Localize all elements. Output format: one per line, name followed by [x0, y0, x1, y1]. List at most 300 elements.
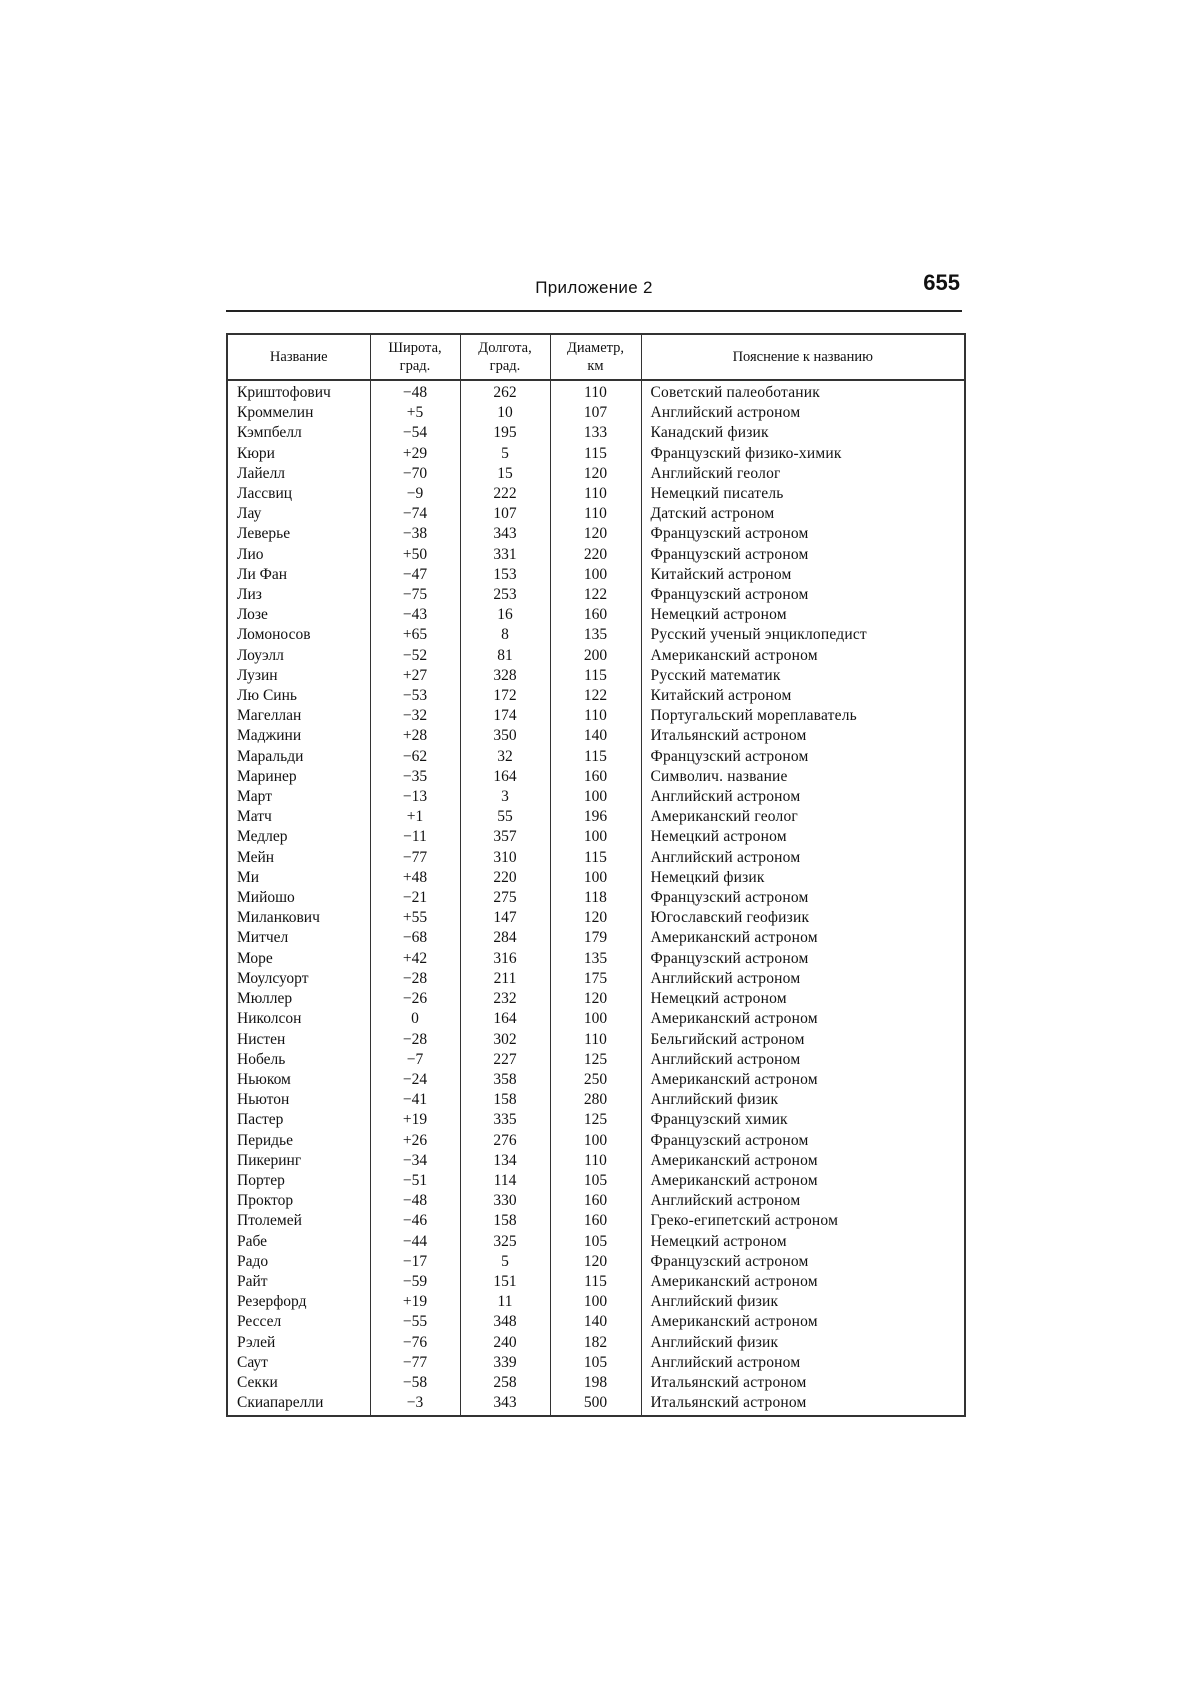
latitude-cell: −32 [370, 706, 460, 726]
column-header-unit: град. [399, 358, 431, 374]
table-row [227, 949, 965, 969]
crater-table-container [226, 333, 964, 1417]
latitude-cell: 0 [370, 1009, 460, 1029]
longitude-cell: 284 [460, 928, 550, 948]
longitude-cell: 220 [460, 868, 550, 888]
longitude-cell: 11 [460, 1292, 550, 1312]
diameter-cell: 160 [550, 1211, 641, 1231]
crater-name-cell: Ньюком [227, 1070, 370, 1090]
table-row [227, 787, 965, 807]
longitude-cell: 174 [460, 706, 550, 726]
description-cell: Американский астроном [641, 928, 965, 948]
table-row [227, 585, 965, 605]
table-row [227, 1050, 965, 1070]
crater-name-cell: Райт [227, 1272, 370, 1292]
longitude-cell: 343 [460, 524, 550, 544]
latitude-cell: −74 [370, 504, 460, 524]
latitude-cell: +48 [370, 868, 460, 888]
crater-name-cell: Магеллан [227, 706, 370, 726]
latitude-cell: +65 [370, 625, 460, 645]
diameter-cell: 115 [550, 848, 641, 868]
table-row [227, 1211, 965, 1231]
latitude-cell: −35 [370, 767, 460, 787]
table-row [227, 565, 965, 585]
table-row [227, 747, 965, 767]
diameter-cell: 125 [550, 1110, 641, 1130]
diameter-cell: 196 [550, 807, 641, 827]
latitude-cell: −58 [370, 1373, 460, 1393]
crater-name-cell: Перидье [227, 1131, 370, 1151]
diameter-cell: 110 [550, 380, 641, 403]
table-row [227, 1232, 965, 1252]
column-header-label: Диаметр, [566, 340, 625, 356]
table-row [227, 1171, 965, 1191]
latitude-cell: +19 [370, 1292, 460, 1312]
crater-name-cell: Лю Синь [227, 686, 370, 706]
crater-name-cell: Моулсуорт [227, 969, 370, 989]
table-row [227, 380, 965, 403]
diameter-cell: 115 [550, 1272, 641, 1292]
crater-name-cell: Мюллер [227, 989, 370, 1009]
table-row [227, 464, 965, 484]
longitude-cell: 328 [460, 666, 550, 686]
longitude-cell: 164 [460, 767, 550, 787]
longitude-cell: 276 [460, 1131, 550, 1151]
latitude-cell: −59 [370, 1272, 460, 1292]
crater-name-cell: Радо [227, 1252, 370, 1272]
diameter-cell: 115 [550, 444, 641, 464]
diameter-cell: 200 [550, 646, 641, 666]
diameter-cell: 250 [550, 1070, 641, 1090]
longitude-cell: 147 [460, 908, 550, 928]
crater-name-cell: Резерфорд [227, 1292, 370, 1312]
description-cell: Русский математик [641, 666, 965, 686]
page-header-title: Приложение 2 [535, 278, 653, 297]
description-cell: Немецкий астроном [641, 989, 965, 1009]
crater-name-cell: Леверье [227, 524, 370, 544]
description-cell: Английский физик [641, 1292, 965, 1312]
latitude-cell: −51 [370, 1171, 460, 1191]
description-cell: Английский астроном [641, 848, 965, 868]
table-body [227, 380, 965, 1416]
diameter-cell: 100 [550, 1131, 641, 1151]
table-row [227, 1272, 965, 1292]
latitude-cell: −68 [370, 928, 460, 948]
diameter-cell: 160 [550, 605, 641, 625]
longitude-cell: 10 [460, 403, 550, 423]
diameter-cell: 110 [550, 1151, 641, 1171]
description-cell: Американский астроном [641, 1009, 965, 1029]
latitude-cell: +50 [370, 545, 460, 565]
crater-name-cell: Лиз [227, 585, 370, 605]
latitude-cell: −48 [370, 380, 460, 403]
table-row [227, 726, 965, 746]
diameter-cell: 179 [550, 928, 641, 948]
longitude-cell: 227 [460, 1050, 550, 1070]
table-row [227, 423, 965, 443]
table-row [227, 848, 965, 868]
table-row [227, 1252, 965, 1272]
diameter-cell: 115 [550, 666, 641, 686]
crater-name-cell: Маджини [227, 726, 370, 746]
latitude-cell: −52 [370, 646, 460, 666]
table-row [227, 625, 965, 645]
diameter-cell: 110 [550, 484, 641, 504]
description-cell: Английский астроном [641, 1050, 965, 1070]
longitude-cell: 81 [460, 646, 550, 666]
diameter-cell: 100 [550, 565, 641, 585]
crater-name-cell: Кэмпбелл [227, 423, 370, 443]
longitude-cell: 15 [460, 464, 550, 484]
longitude-cell: 339 [460, 1353, 550, 1373]
longitude-cell: 316 [460, 949, 550, 969]
crater-table [226, 333, 966, 1417]
diameter-cell: 105 [550, 1232, 641, 1252]
column-header-label: Пояснение к названию [732, 349, 873, 365]
description-cell: Французский астроном [641, 585, 965, 605]
description-cell: Английский астроном [641, 969, 965, 989]
description-cell: Датский астроном [641, 504, 965, 524]
crater-name-cell: Март [227, 787, 370, 807]
table-row [227, 908, 965, 928]
table-row [227, 1070, 965, 1090]
longitude-cell: 253 [460, 585, 550, 605]
latitude-cell: +19 [370, 1110, 460, 1130]
diameter-cell: 160 [550, 1191, 641, 1211]
table-row [227, 1353, 965, 1373]
column-header-description [641, 334, 965, 380]
diameter-cell: 100 [550, 1292, 641, 1312]
longitude-cell: 258 [460, 1373, 550, 1393]
description-cell: Французский астроном [641, 1252, 965, 1272]
description-cell: Греко-египетский астроном [641, 1211, 965, 1231]
diameter-cell: 100 [550, 868, 641, 888]
crater-name-cell: Ли Фан [227, 565, 370, 585]
diameter-cell: 140 [550, 1312, 641, 1332]
crater-name-cell: Скиапарелли [227, 1393, 370, 1416]
latitude-cell: +42 [370, 949, 460, 969]
description-cell: Американский астроном [641, 1272, 965, 1292]
table-row [227, 504, 965, 524]
description-cell: Португальский мореплаватель [641, 706, 965, 726]
diameter-cell: 122 [550, 585, 641, 605]
column-header-name [227, 334, 370, 380]
latitude-cell: +28 [370, 726, 460, 746]
longitude-cell: 5 [460, 1252, 550, 1272]
description-cell: Символич. название [641, 767, 965, 787]
crater-name-cell: Матч [227, 807, 370, 827]
latitude-cell: −47 [370, 565, 460, 585]
description-cell: Французский астроном [641, 888, 965, 908]
crater-name-cell: Нобель [227, 1050, 370, 1070]
latitude-cell: −28 [370, 969, 460, 989]
description-cell: Французский астроном [641, 747, 965, 767]
longitude-cell: 172 [460, 686, 550, 706]
longitude-cell: 330 [460, 1191, 550, 1211]
diameter-cell: 120 [550, 908, 641, 928]
description-cell: Бельгийский астроном [641, 1030, 965, 1050]
table-row [227, 989, 965, 1009]
table-row [227, 1009, 965, 1029]
table-header [227, 334, 965, 380]
latitude-cell: −9 [370, 484, 460, 504]
latitude-cell: +1 [370, 807, 460, 827]
description-cell: Французский астроном [641, 1131, 965, 1151]
table-row [227, 1151, 965, 1171]
description-cell: Английский геолог [641, 464, 965, 484]
diameter-cell: 105 [550, 1171, 641, 1191]
table-row [227, 1030, 965, 1050]
crater-name-cell: Ньютон [227, 1090, 370, 1110]
diameter-cell: 120 [550, 1252, 641, 1272]
diameter-cell: 118 [550, 888, 641, 908]
longitude-cell: 158 [460, 1211, 550, 1231]
longitude-cell: 325 [460, 1232, 550, 1252]
diameter-cell: 175 [550, 969, 641, 989]
table-row [227, 1110, 965, 1130]
crater-name-cell: Лозе [227, 605, 370, 625]
column-header-label: Название [269, 349, 328, 365]
table-row [227, 928, 965, 948]
crater-name-cell: Мийошо [227, 888, 370, 908]
diameter-cell: 280 [550, 1090, 641, 1110]
diameter-cell: 120 [550, 464, 641, 484]
crater-name-cell: Лоуэлл [227, 646, 370, 666]
diameter-cell: 100 [550, 827, 641, 847]
latitude-cell: −21 [370, 888, 460, 908]
column-header-latitude [370, 334, 460, 380]
latitude-cell: −26 [370, 989, 460, 1009]
diameter-cell: 198 [550, 1373, 641, 1393]
latitude-cell: −53 [370, 686, 460, 706]
description-cell: Американский астроном [641, 1070, 965, 1090]
table-row [227, 1373, 965, 1393]
crater-name-cell: Маринер [227, 767, 370, 787]
diameter-cell: 160 [550, 767, 641, 787]
description-cell: Американский астроном [641, 1312, 965, 1332]
diameter-cell: 115 [550, 747, 641, 767]
latitude-cell: −75 [370, 585, 460, 605]
description-cell: Немецкий астроном [641, 1232, 965, 1252]
table-row [227, 1333, 965, 1353]
longitude-cell: 153 [460, 565, 550, 585]
longitude-cell: 262 [460, 380, 550, 403]
latitude-cell: −43 [370, 605, 460, 625]
longitude-cell: 134 [460, 1151, 550, 1171]
diameter-cell: 110 [550, 706, 641, 726]
table-header-row [227, 334, 965, 380]
latitude-cell: +5 [370, 403, 460, 423]
table-row [227, 1090, 965, 1110]
crater-name-cell: Медлер [227, 827, 370, 847]
latitude-cell: −3 [370, 1393, 460, 1416]
description-cell: Советский палеоботаник [641, 380, 965, 403]
description-cell: Итальянский астроном [641, 1393, 965, 1416]
crater-name-cell: Ломоносов [227, 625, 370, 645]
crater-name-cell: Ми [227, 868, 370, 888]
crater-name-cell: Рессел [227, 1312, 370, 1332]
crater-name-cell: Кроммелин [227, 403, 370, 423]
table-row [227, 403, 965, 423]
description-cell: Югославский геофизик [641, 908, 965, 928]
latitude-cell: −77 [370, 848, 460, 868]
latitude-cell: −54 [370, 423, 460, 443]
latitude-cell: −76 [370, 1333, 460, 1353]
diameter-cell: 110 [550, 504, 641, 524]
crater-name-cell: Лайелл [227, 464, 370, 484]
crater-name-cell: Миланкович [227, 908, 370, 928]
longitude-cell: 3 [460, 787, 550, 807]
description-cell: Русский ученый энциклопедист [641, 625, 965, 645]
table-row [227, 706, 965, 726]
longitude-cell: 275 [460, 888, 550, 908]
crater-name-cell: Пастер [227, 1110, 370, 1130]
description-cell: Немецкий астроном [641, 827, 965, 847]
longitude-cell: 357 [460, 827, 550, 847]
description-cell: Английский астроном [641, 1353, 965, 1373]
longitude-cell: 164 [460, 1009, 550, 1029]
latitude-cell: +55 [370, 908, 460, 928]
description-cell: Английский астроном [641, 1191, 965, 1211]
longitude-cell: 32 [460, 747, 550, 767]
diameter-cell: 135 [550, 949, 641, 969]
longitude-cell: 55 [460, 807, 550, 827]
latitude-cell: +27 [370, 666, 460, 686]
description-cell: Китайский астроном [641, 565, 965, 585]
description-cell: Английский физик [641, 1090, 965, 1110]
longitude-cell: 107 [460, 504, 550, 524]
description-cell: Французский астроном [641, 545, 965, 565]
table-row [227, 1131, 965, 1151]
description-cell: Американский астроном [641, 1151, 965, 1171]
latitude-cell: −7 [370, 1050, 460, 1070]
column-header-label: Широта, [388, 340, 442, 356]
latitude-cell: −24 [370, 1070, 460, 1090]
crater-name-cell: Рабе [227, 1232, 370, 1252]
column-header-unit: град. [489, 358, 521, 374]
table-row [227, 969, 965, 989]
longitude-cell: 240 [460, 1333, 550, 1353]
diameter-cell: 100 [550, 1009, 641, 1029]
crater-name-cell: Лио [227, 545, 370, 565]
table-row [227, 1191, 965, 1211]
longitude-cell: 232 [460, 989, 550, 1009]
diameter-cell: 100 [550, 787, 641, 807]
latitude-cell: −48 [370, 1191, 460, 1211]
description-cell: Американский астроном [641, 1171, 965, 1191]
diameter-cell: 107 [550, 403, 641, 423]
diameter-cell: 500 [550, 1393, 641, 1416]
table-row [227, 524, 965, 544]
crater-name-cell: Проктор [227, 1191, 370, 1211]
description-cell: Английский физик [641, 1333, 965, 1353]
crater-name-cell: Маральди [227, 747, 370, 767]
crater-name-cell: Николсон [227, 1009, 370, 1029]
crater-name-cell: Птолемей [227, 1211, 370, 1231]
crater-name-cell: Лузин [227, 666, 370, 686]
crater-name-cell: Мейн [227, 848, 370, 868]
description-cell: Английский астроном [641, 787, 965, 807]
diameter-cell: 220 [550, 545, 641, 565]
longitude-cell: 222 [460, 484, 550, 504]
latitude-cell: −38 [370, 524, 460, 544]
table-row [227, 545, 965, 565]
diameter-cell: 125 [550, 1050, 641, 1070]
description-cell: Американский астроном [641, 646, 965, 666]
table-row [227, 1292, 965, 1312]
crater-name-cell: Нистен [227, 1030, 370, 1050]
diameter-cell: 120 [550, 524, 641, 544]
table-row [227, 868, 965, 888]
table-row [227, 827, 965, 847]
diameter-cell: 120 [550, 989, 641, 1009]
latitude-cell: −13 [370, 787, 460, 807]
crater-name-cell: Портер [227, 1171, 370, 1191]
table-row [227, 484, 965, 504]
latitude-cell: −28 [370, 1030, 460, 1050]
latitude-cell: −46 [370, 1211, 460, 1231]
description-cell: Французский физико-химик [641, 444, 965, 464]
description-cell: Американский геолог [641, 807, 965, 827]
table-row [227, 1312, 965, 1332]
longitude-cell: 310 [460, 848, 550, 868]
longitude-cell: 335 [460, 1110, 550, 1130]
longitude-cell: 5 [460, 444, 550, 464]
longitude-cell: 343 [460, 1393, 550, 1416]
description-cell: Немецкий физик [641, 868, 965, 888]
description-cell: Итальянский астроном [641, 726, 965, 746]
table-row [227, 767, 965, 787]
description-cell: Китайский астроном [641, 686, 965, 706]
table-row [227, 686, 965, 706]
crater-name-cell: Море [227, 949, 370, 969]
crater-name-cell: Кюри [227, 444, 370, 464]
running-header [226, 270, 962, 312]
table-row [227, 1393, 965, 1416]
latitude-cell: −34 [370, 1151, 460, 1171]
longitude-cell: 211 [460, 969, 550, 989]
diameter-cell: 110 [550, 1030, 641, 1050]
crater-name-cell: Криштофович [227, 380, 370, 403]
crater-name-cell: Лау [227, 504, 370, 524]
latitude-cell: −17 [370, 1252, 460, 1272]
longitude-cell: 16 [460, 605, 550, 625]
longitude-cell: 158 [460, 1090, 550, 1110]
column-header-longitude [460, 334, 550, 380]
column-header-unit: км [587, 358, 604, 374]
description-cell: Немецкий писатель [641, 484, 965, 504]
diameter-cell: 182 [550, 1333, 641, 1353]
crater-name-cell: Секки [227, 1373, 370, 1393]
longitude-cell: 8 [460, 625, 550, 645]
longitude-cell: 195 [460, 423, 550, 443]
column-header-diameter [550, 334, 641, 380]
table-row [227, 444, 965, 464]
description-cell: Французский астроном [641, 524, 965, 544]
table-row [227, 807, 965, 827]
crater-name-cell: Лассвиц [227, 484, 370, 504]
description-cell: Канадский физик [641, 423, 965, 443]
diameter-cell: 140 [550, 726, 641, 746]
column-header-label: Долгота, [478, 340, 532, 356]
latitude-cell: +29 [370, 444, 460, 464]
description-cell: Итальянский астроном [641, 1373, 965, 1393]
description-cell: Французский астроном [641, 949, 965, 969]
latitude-cell: −44 [370, 1232, 460, 1252]
table-row [227, 888, 965, 908]
table-row [227, 666, 965, 686]
diameter-cell: 105 [550, 1353, 641, 1373]
